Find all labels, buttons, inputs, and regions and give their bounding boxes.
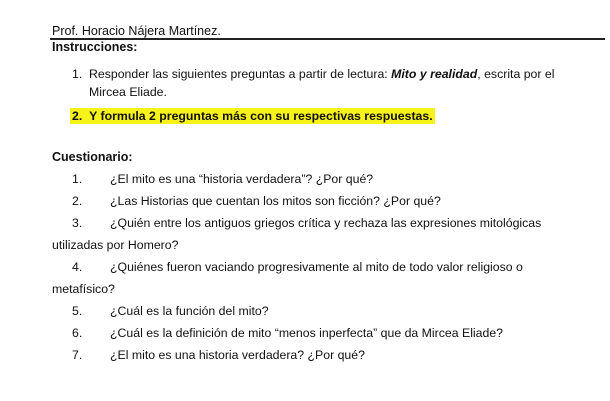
- question-7: ¿El mito es una historia verdadera? ¿Por qué?: [110, 348, 365, 362]
- question-6-number: 6.: [72, 326, 83, 340]
- instruction-2-text: Y formula 2 preguntas más con su respectivas respuestas.: [89, 109, 433, 123]
- instruction-1-text: [89, 67, 554, 82]
- question-4: ¿Quiénes fueron vaciando progresivamente al mito de todo valor religioso o: [110, 260, 523, 274]
- instruction-1-continuation: Mircea Eliade.: [89, 85, 167, 99]
- question-6: ¿Cuál es la definición de mito “menos inperfecta” que da Mircea Eliade?: [110, 326, 504, 340]
- instruction-2-number: 2.: [72, 109, 83, 123]
- question-3: ¿Quién entre los antiguos griegos crítica y rechaza las expresiones mitológicas: [110, 216, 542, 230]
- question-1-number: 1.: [72, 172, 83, 186]
- instructions-heading: Instrucciones:: [52, 40, 138, 54]
- reading-title: Mito y realidad: [391, 67, 478, 81]
- questionnaire-heading: Cuestionario:: [52, 150, 133, 164]
- author-name: Prof. Horacio Nájera Martínez.: [52, 24, 221, 38]
- question-7-number: 7.: [72, 348, 83, 362]
- question-1: ¿El mito es una “historia verdadera”? ¿Por qué?: [110, 172, 374, 186]
- instruction-1-post: , escrita por el: [477, 67, 555, 81]
- question-2-number: 2.: [72, 194, 83, 208]
- question-5: ¿Cuál es la función del mito?: [110, 304, 269, 318]
- question-4-continuation: metafísico?: [52, 282, 115, 296]
- question-3-number: 3.: [72, 216, 83, 230]
- instruction-2: [70, 109, 435, 124]
- question-2: ¿Las Historias que cuentan los mitos son ficción? ¿Por qué?: [110, 194, 441, 208]
- question-3-continuation: utilizadas por Homero?: [52, 238, 179, 252]
- instruction-1-number: 1.: [72, 67, 83, 81]
- instruction-1-pre: Responder las siguientes preguntas a partir de lectura:: [89, 67, 392, 81]
- question-5-number: 5.: [72, 304, 83, 318]
- instruction-2-highlight: [70, 108, 435, 124]
- question-4-number: 4.: [72, 260, 83, 274]
